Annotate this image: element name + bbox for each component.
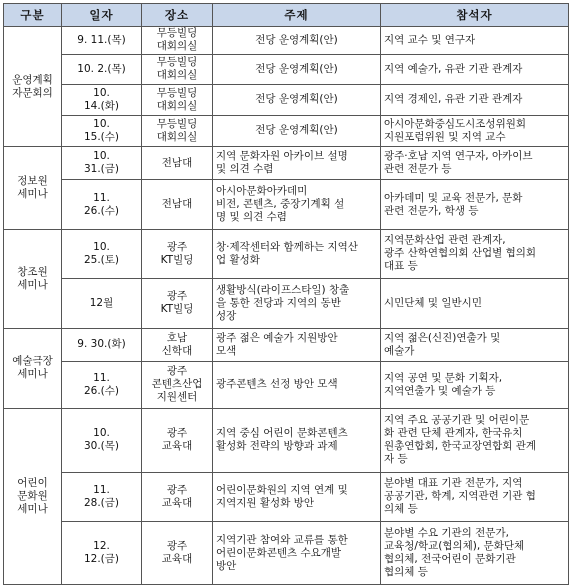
table-row <box>4 522 569 585</box>
table-row <box>4 472 569 521</box>
attendees-cell: 지역 공연 및 문화 기획자, 지역연출가 및 예술가 등 <box>381 361 569 408</box>
date-cell: 11. 28.(금) <box>62 472 142 521</box>
header-row <box>4 4 569 27</box>
table-row <box>4 147 569 180</box>
topic-cell: 생활방식(라이프스타일) 창출 을 통한 전당과 지역의 동반 성장 <box>213 279 381 328</box>
topic-cell: 전당 운영계획(안) <box>213 115 381 147</box>
topic-cell: 아시아문화아카데미 비전, 콘텐츠, 중장기계획 설 명 및 의견 수렴 <box>213 180 381 229</box>
date-cell: 9. 30.(화) <box>62 328 142 361</box>
attendees-cell: 지역 예술가, 유관 기관 관계자 <box>381 54 569 84</box>
schedule-table <box>3 3 569 585</box>
header-topic: 주제 <box>213 4 381 27</box>
table-row <box>4 54 569 84</box>
date-cell: 9. 11.(목) <box>62 27 142 55</box>
place-cell: 광주 콘텐츠산업 지원센터 <box>142 361 213 408</box>
table-row <box>4 84 569 115</box>
place-cell: 무등빌딩 대회의실 <box>142 27 213 55</box>
place-cell: 광주 교육대 <box>142 522 213 585</box>
attendees-cell: 지역 경제인, 유관 기관 관계자 <box>381 84 569 115</box>
topic-cell: 광주콘텐츠 선정 방안 모색 <box>213 361 381 408</box>
table-row <box>4 408 569 472</box>
place-cell: 호남 신학대 <box>142 328 213 361</box>
table-row <box>4 27 569 55</box>
header-category: 구분 <box>4 4 62 27</box>
attendees-cell: 시민단체 및 일반시민 <box>381 279 569 328</box>
date-cell: 10. 30.(목) <box>62 408 142 472</box>
attendees-cell: 광주·호남 지역 연구자, 아카이브 관련 전문가 등 <box>381 147 569 180</box>
category-cell: 운영계획 자문회의 <box>4 27 62 147</box>
category-cell: 어린이 문화원 세미나 <box>4 408 62 584</box>
category-cell: 창조원 세미나 <box>4 229 62 328</box>
attendees-cell: 지역문화산업 관련 관계자, 광주 산학연협의회 산업별 협의회 대표 등 <box>381 229 569 278</box>
date-cell: 11. 26.(수) <box>62 180 142 229</box>
place-cell: 광주 KT빌딩 <box>142 229 213 278</box>
attendees-cell: 분야별 수요 기관의 전문가, 교육청/학교(협의체), 문화단체 협의체, 전국어린이 문화기관 협의체 등 <box>381 522 569 585</box>
date-cell: 10. 25.(토) <box>62 229 142 278</box>
table-row <box>4 328 569 361</box>
topic-cell: 전당 운영계획(안) <box>213 84 381 115</box>
topic-cell: 창·제작센터와 함께하는 지역산 업 활성화 <box>213 229 381 278</box>
attendees-cell: 아시아문화중심도시조성위원회 지원포럼위원 및 지역 교수 <box>381 115 569 147</box>
table-row <box>4 361 569 408</box>
attendees-cell: 지역 교수 및 연구자 <box>381 27 569 55</box>
table-row <box>4 180 569 229</box>
place-cell: 광주 교육대 <box>142 472 213 521</box>
place-cell: 전남대 <box>142 180 213 229</box>
category-cell: 정보원 세미나 <box>4 147 62 229</box>
table-row <box>4 115 569 147</box>
date-cell: 11. 26.(수) <box>62 361 142 408</box>
attendees-cell: 아카데미 및 교육 전문가, 문화 관련 전문가, 학생 등 <box>381 180 569 229</box>
attendees-cell: 지역 젊은(신진)연출가 및 예술가 <box>381 328 569 361</box>
header-attendees: 참석자 <box>381 4 569 27</box>
topic-cell: 어린이문화원의 지역 연계 및 지역지원 활성화 방안 <box>213 472 381 521</box>
category-cell: 예술극장 세미나 <box>4 328 62 408</box>
place-cell: 무등빌딩 대회의실 <box>142 54 213 84</box>
topic-cell: 전당 운영계획(안) <box>213 54 381 84</box>
topic-cell: 전당 운영계획(안) <box>213 27 381 55</box>
date-cell: 12. 12.(금) <box>62 522 142 585</box>
place-cell: 광주 KT빌딩 <box>142 279 213 328</box>
date-cell: 10. 2.(목) <box>62 54 142 84</box>
topic-cell: 지역 문화자원 아카이브 설명 및 의견 수렴 <box>213 147 381 180</box>
attendees-cell: 분야별 대표 기관 전문가, 지역 공공기관, 학계, 지역관련 기관 협 의체 등 <box>381 472 569 521</box>
date-cell: 10. 14.(화) <box>62 84 142 115</box>
table-row <box>4 229 569 278</box>
date-cell: 10. 31.(금) <box>62 147 142 180</box>
place-cell: 전남대 <box>142 147 213 180</box>
topic-cell: 지역기관 참여와 교류를 통한 어린이문화콘텐츠 수요개발 방안 <box>213 522 381 585</box>
topic-cell: 지역 중심 어린이 문화콘텐츠 활성화 전략의 방향과 과제 <box>213 408 381 472</box>
date-cell: 12월 <box>62 279 142 328</box>
place-cell: 무등빌딩 대회의실 <box>142 84 213 115</box>
table-row <box>4 279 569 328</box>
date-cell: 10. 15.(수) <box>62 115 142 147</box>
header-place: 장소 <box>142 4 213 27</box>
place-cell: 무등빌딩 대회의실 <box>142 115 213 147</box>
place-cell: 광주 교육대 <box>142 408 213 472</box>
header-date: 일자 <box>62 4 142 27</box>
topic-cell: 광주 젊은 예술가 지원방안 모색 <box>213 328 381 361</box>
attendees-cell: 지역 주요 공공기관 및 어린이문 화 관련 단체 관계자, 한국유치 원총연합회, 한국교장연합회 관계 자 등 <box>381 408 569 472</box>
